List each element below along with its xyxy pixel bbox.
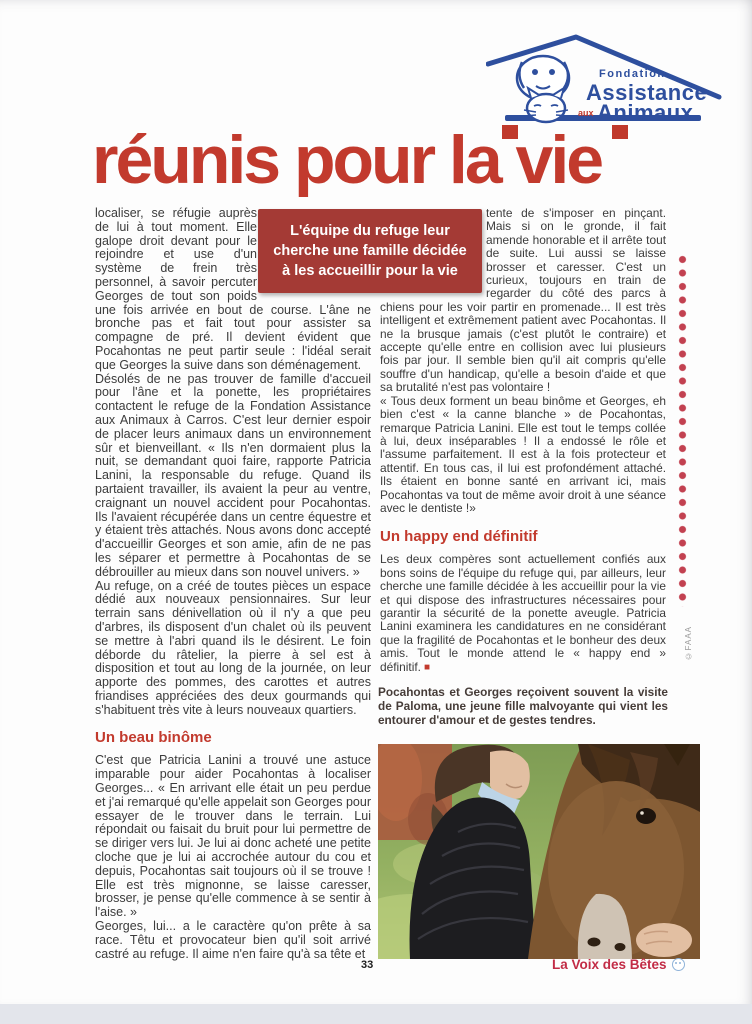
article-end-mark: ■	[423, 661, 431, 673]
magazine-logo-icon	[672, 958, 685, 971]
article-column-left	[95, 207, 371, 965]
article-paragraph: C'est que Patricia Lanini a trouvé une astuce imparable pour aider Pocahontas à localiser Georges... « En arrivant elle était un peu perdue et j'ai remarqué qu'elle appelait son Georges pour essayer de le trouver dans le terrain. Lui répondait ou faisait du bruit pour lui permettre de se diriger vers lui. Je lui ai donc acheté une petite cloche que je lui ai accrochée autour du cou et depuis, Pocahontas sait toujours où il se trouve ! Elle est très mignonne, se laisse caresser, brosser, je pense qu'elle commence à se sentir à l'aise. »	[95, 753, 371, 920]
logo-text-assistance: Assistance	[586, 80, 708, 105]
photo-credit: ©FAAA	[684, 626, 693, 661]
section-heading-happy-end: Un happy end définitif	[380, 528, 538, 546]
article-paragraph: localiser, se réfugie auprès de lui à tout moment. Elle galope droit devant pour le rejoindre et use d'un système de frein très personnel, à savoir percuter Georges de tout son poids une fois arrivée en bout de course. L'âne ne bronche pas et fait tout pour assister sa compagne de pré. Il devient évident que Pocahontas ne peut partir seule : l'idéal serait que Georges la suive dans son déménagement.	[95, 207, 371, 372]
callout-line: L'équipe du refuge leur	[290, 222, 450, 239]
article-column-right	[380, 207, 666, 684]
scan-edge	[0, 1004, 752, 1024]
article-paragraph: tente de s'imposer en pinçant. Mais si on le gronde, il fait amende honorable et il arrête tout de suite. Lui aussi se laisse brosser et caresser. C'est un curieux, toujours en train de regarder du côté des parcs à chiens pour les voir partir en promenade... Il est très intelligent et extrêmement patient avec Pocahontas. Il ne la brusque jamais (c'est plutôt le contraire) et accepte qu'elle entre en collision avec lui plusieurs fois par jour. Il semble bien qu'il ait compris qu'elle souffre d'un handicap, qu'elle a besoin d'aide et que sa brutalité n'est pas volontaire !	[380, 207, 666, 395]
section-heading-beau-binome: Un beau binôme	[95, 729, 212, 747]
dotted-rule	[678, 255, 687, 607]
article-paragraph	[380, 553, 666, 674]
logo-text-animaux: Animaux	[597, 100, 694, 125]
logo-text-aux: aux	[578, 108, 594, 118]
article-paragraph: Au refuge, on a créé de toutes pièces un espace dédié aux nouveaux pensionnaires. Sur leur terrain sans dénivellation où il n'y a que peu d'arbres, ils disposent d'un chalet où ils peuvent se mettre à l'abri quand ils le désirent. Le foin déborde du râtelier, la pierre à sel est à disposition et tout au long de la journée, on leur apporte des pommes, des carottes et autres friandises appréciées des deux gourmands qui s'habituent très vite à leurs nouveaux quartiers.	[95, 578, 371, 717]
pony-photo-illustration	[378, 744, 700, 959]
callout-wrap-spacer	[257, 207, 371, 297]
article-paragraph-text: Les deux compères sont actuellement confiés aux bons soins de l'équipe du refuge qui, par ailleurs, leur cherche une famille décidée à les accueillir pour la vie et qui dispose des infrastructures nécessaires pour garantir la sécurité de la ponette aveugle. Patricia Lanini examinera les candidatures en ne considérant que la fragilité de Pocahontas et le bonheur des deux amis. Tout le monde attend le « happy end » définitif.	[380, 552, 666, 674]
article-paragraph: Georges, lui... a le caractère qu'on prête à sa race. Têtu et provocateur bien qu'il soit arrivé castré au refuge. Il aime n'en faire qu'à sa tête et	[95, 919, 371, 961]
magazine-name	[552, 957, 685, 972]
article-paragraph: « Tous deux forment un beau binôme et Georges, eh bien c'est « la canne blanche » de Pocahontas, remarque Patricia Lanini. Elle est tout le temps collée à lui, deux inséparables ! Il a endossé le rôle et l'assume parfaitement. Il est à la fois protecteur et attentif. En tous cas, il lui est profondément attaché. Ils étaient en bonne santé en arrivant ici, mais Pocahontas va tout de même avoir droit à une séance avec le dentiste !»	[380, 393, 666, 515]
callout-line: à les accueillir pour la vie	[282, 263, 458, 280]
photo-pocahontas-georges	[378, 744, 700, 959]
article-paragraph: Désolés de ne pas trouver de famille d'accueil pour l'âne et la ponette, les propriétaires contactent le refuge de la Fondation Assistance aux Animaux à Carros. C'est leur dernier espoir de placer leurs animaux dans un environnement sûr et bienveillant. « Ils n'en dormaient plus la nuit, se demandant quoi faire, rapporte Patricia Lanini, la responsable du refuge. Quand ils partaient travailler, ils avaient la peur au ventre, craignant un nouvel accident pour Pocahontas. Ils l'avaient récupérée dans un centre équestre et y étaient très attachés. Nous avons donc accepté d'accueillir Georges et son amie, afin de ne pas les séparer et permettre à Pocahontas de se débrouiller au mieux dans son nouvel univers. »	[95, 371, 371, 579]
callout-wrap-spacer	[380, 207, 486, 295]
magazine-name-text: La Voix des Bêtes	[552, 957, 667, 972]
logo-text-fondation: Fondation	[599, 68, 666, 80]
photo-caption: Pocahontas et Georges reçoivent souvent la visite de Paloma, une jeune fille malvoyante qui vient les entourer d'amour et de gestes tendres.	[378, 685, 668, 728]
page-number: 33	[361, 959, 374, 971]
page-title: réunis pour la vie	[92, 122, 602, 198]
callout-line: cherche une famille décidée	[273, 242, 467, 259]
